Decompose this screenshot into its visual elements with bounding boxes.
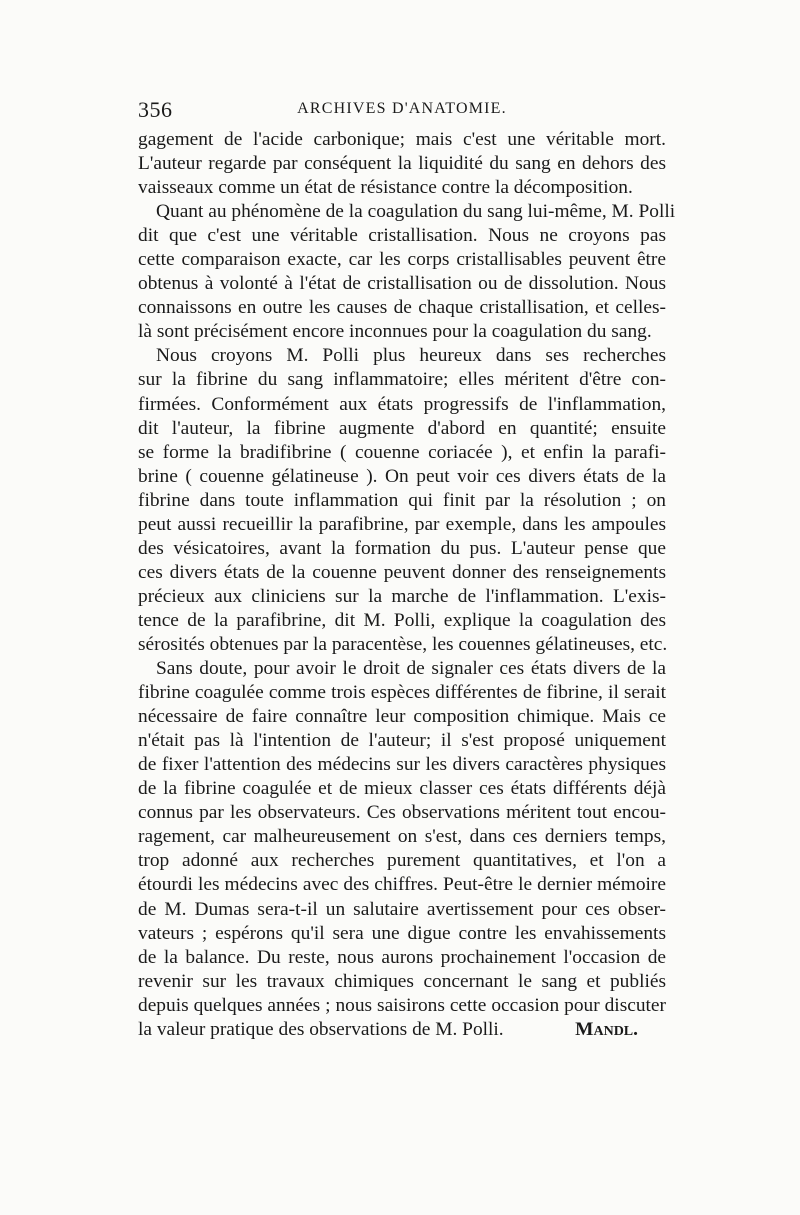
closing-line [138, 1018, 666, 1042]
text-line: connaissons en outre les causes de chaque cristallisation, et celles- [138, 297, 666, 319]
text-line: gagement de l'acide carbonique; mais c'est une véritable mort. [138, 129, 666, 150]
text-line: ragement, car malheureusement on s'est, dans ces derniers temps, [138, 826, 666, 848]
text-line: brine ( couenne gélatineuse ). On peut voir ces divers états de la [138, 465, 666, 487]
text-line: Sans doute, pour avoir le droit de signaler ces états divers de la [156, 658, 666, 680]
text-line: de M. Dumas sera-t-il un salutaire avertissement pour ces obser- [138, 898, 666, 920]
text-line: nécessaire de faire connaître leur composition chimique. Mais ce [138, 706, 666, 728]
text-line: sur la fibrine du sang inflammatoire; elles méritent d'être con- [138, 369, 666, 391]
text-line: tence de la parafibrine, dit M. Polli, explique la coagulation des [138, 609, 666, 631]
text-line: revenir sur les travaux chimiques concernant le sang et publiés [138, 970, 666, 992]
text-line: Quant au phénomène de la coagulation du sang lui-même, M. Polli [156, 201, 676, 223]
text-line: dit que c'est une véritable cristallisation. Nous ne croyons pas [138, 225, 666, 247]
text-line: vateurs ; espérons qu'il sera une digue contre les envahissements [138, 922, 666, 944]
text-line: peut aussi recueillir la parafibrine, par exemple, dans les ampoules [138, 513, 666, 535]
author-signature: Mandl. [575, 1018, 638, 1040]
text-line: dit l'auteur, la fibrine augmente d'abord en quantité; ensuite [138, 417, 666, 439]
text-line: depuis quelques années ; nous saisirons cette occasion pour discuter [138, 994, 666, 1016]
text-line: de fixer l'attention des médecins sur les divers caractères physiques [138, 754, 666, 776]
text-line: ces divers états de la couenne peuvent donner des renseignements [138, 561, 666, 583]
text-line: obtenus à volonté à l'état de cristallisation ou de dissolution. Nous [138, 273, 666, 295]
text-line: précieux aux cliniciens sur la marche de l'inflammation. L'exis- [138, 585, 666, 607]
text-line: firmées. Conformément aux états progressifs de l'inflammation, [138, 393, 666, 415]
running-title: ARCHIVES D'ANATOMIE. [297, 100, 507, 117]
text-line: n'était pas là l'intention de l'auteur; il s'est proposé uniquement [138, 730, 666, 752]
text-line: L'auteur regarde par conséquent la liquidité du sang en dehors des [138, 153, 666, 175]
text-line: connus par les observateurs. Ces observations méritent tout encou- [138, 802, 666, 824]
text-line: se forme la bradifibrine ( couenne coriacée ), et enfin la parafi- [138, 441, 666, 463]
text-line: fibrine coagulée comme trois espèces différentes de fibrine, il serait [138, 682, 666, 704]
text-line: Nous croyons M. Polli plus heureux dans ses recherches [156, 345, 666, 367]
text-line: de la balance. Du reste, nous aurons prochainement l'occasion de [138, 946, 666, 968]
text-line: de la fibrine coagulée et de mieux classer ces états différents déjà [138, 778, 666, 800]
text-line: étourdi les médecins avec des chiffres. Peut-être le dernier mémoire [138, 874, 666, 896]
text-line: cette comparaison exacte, car les corps cristallisables peuvent être [138, 249, 666, 271]
text-line: des vésicatoires, avant la formation du pus. L'auteur pense que [138, 537, 666, 559]
page-header [138, 97, 666, 123]
text-line: là sont précisément encore inconnues pour la coagulation du sang. [138, 321, 652, 343]
closing-text: la valeur pratique des observations de M. Polli. [138, 1018, 504, 1040]
body-text [138, 128, 676, 1042]
text-line: vaisseaux comme un état de résistance contre la décomposition. [138, 177, 633, 199]
text-line: sérosités obtenues par la paracentèse, les couennes gélatineuses, etc. [138, 633, 668, 655]
page-number: 356 [138, 97, 173, 122]
text-line: fibrine dans toute inflammation qui finit par la résolution ; on [138, 489, 666, 511]
text-line: trop adonné aux recherches purement quantitatives, et l'on a [138, 850, 666, 872]
